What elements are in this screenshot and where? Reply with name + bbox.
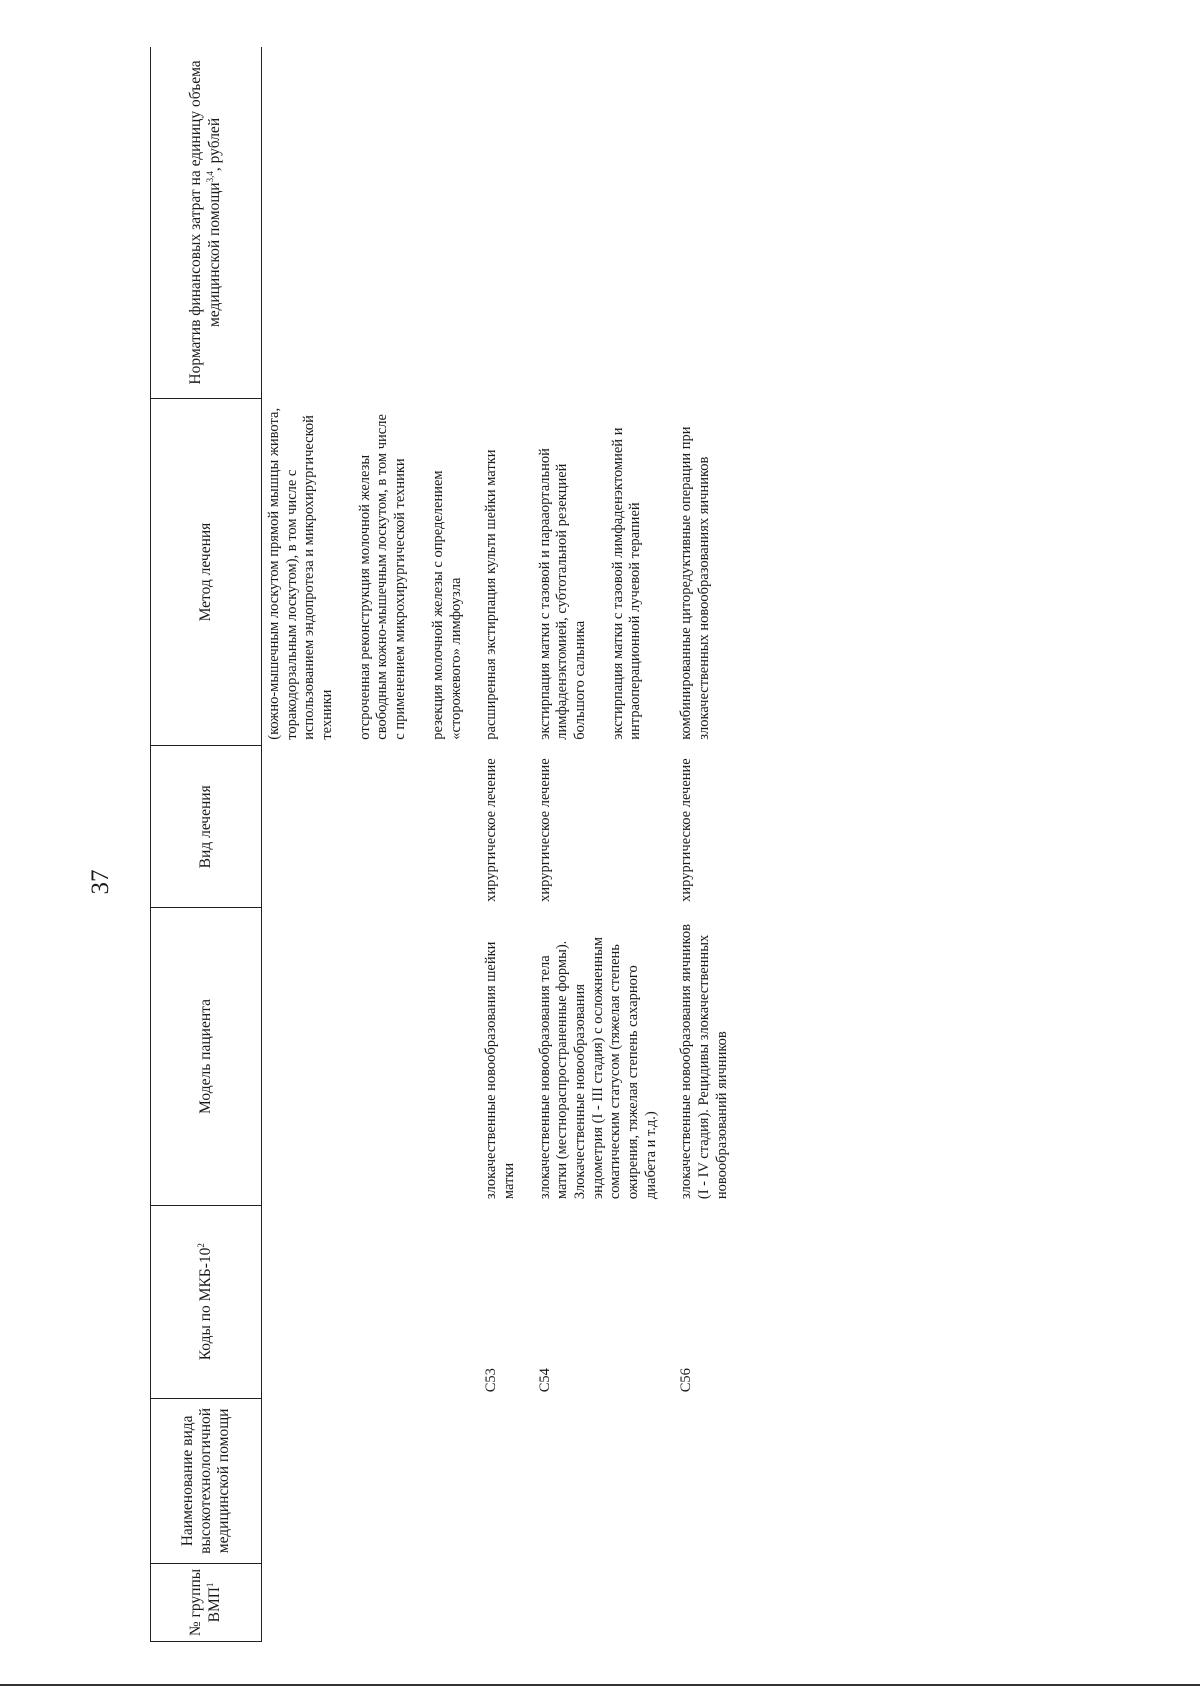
header-norm: Норматив финансовых затрат на единицу объема медицинской помощи$^{3,4}$, рублей — [151, 47, 262, 398]
method-text: экстирпация матки с тазовой лимфаденэктомией и интраоперационной лучевой терапией — [609, 427, 644, 740]
treatment-type: хирургическое лечение — [536, 758, 553, 902]
table-row — [479, 47, 520, 1642]
page-number-wrap — [86, 867, 116, 897]
page-number: 37 — [87, 869, 114, 895]
vmp-table — [150, 47, 733, 1642]
method-cell — [674, 398, 733, 745]
bottom-rule — [0, 1684, 1200, 1686]
method-text: отсроченная реконструкция молочной железы свободным кожно-мышечным лоскутом, в том числе с применением микрохирургической техники — [356, 414, 409, 740]
table-header-row — [151, 47, 262, 1642]
patient-model: злокачественные новообразования яичников (I - IV стадия). Рецидивы злокачественных новообразований яичников — [678, 924, 730, 1200]
method-cell — [262, 398, 468, 745]
table-row — [674, 47, 733, 1642]
table-row — [262, 47, 468, 1642]
header-icd-codes: Коды по МКБ-$10^2$ — [151, 1205, 262, 1398]
treatment-type: хирургическое лечение — [678, 758, 695, 902]
header-care-type: Наименование вида высокотехнологичной медицинской помощи — [151, 1398, 262, 1563]
header-patient-model: Модель пациента — [151, 908, 262, 1205]
method-cell — [533, 398, 663, 745]
patient-model: злокачественные новообразования шейки матки — [483, 941, 517, 1200]
header-treatment-type: Вид лечения — [151, 746, 262, 908]
method-text: комбинированные циторедуктивные операции при злокачественных новообразованиях яичников — [678, 426, 713, 740]
treatment-type: хирургическое лечение — [483, 758, 500, 902]
header-group-no: № группы ВМП$^1$ — [151, 1563, 262, 1641]
icd-code: С54 — [536, 1368, 553, 1393]
method-text: резекция молочной железы с определением «сторожевого» лимфоузла — [429, 470, 464, 740]
method-text: (кожно-мышечным лоскутом прямой мышцы живота, торакодорзальным лоскутом), в том числе с использованием эндопротеза и микрохирургической техники — [266, 407, 336, 740]
method-text: расширенная экстирпация культи шейки матки — [483, 449, 500, 740]
icd-code: С53 — [483, 1368, 500, 1393]
patient-model: злокачественные новообразования тела матки (местнораспространенные формы). Злокачественные новообразования эндометрия (I - III стадия) с осложненным соматическим статусом (тяжелая степень ожирения, тяжелая степень сахарного диабета и т.д.) — [536, 936, 659, 1200]
icd-code: С56 — [678, 1368, 695, 1393]
method-text: экстирпация матки с тазовой и парааортальной лимфаденэктомией, субтотальной резекцией большого сальника — [536, 448, 588, 740]
table-row — [533, 47, 663, 1642]
header-method: Метод лечения — [151, 398, 262, 745]
rotated-table-block — [150, 47, 1200, 1642]
method-cell — [479, 398, 520, 745]
